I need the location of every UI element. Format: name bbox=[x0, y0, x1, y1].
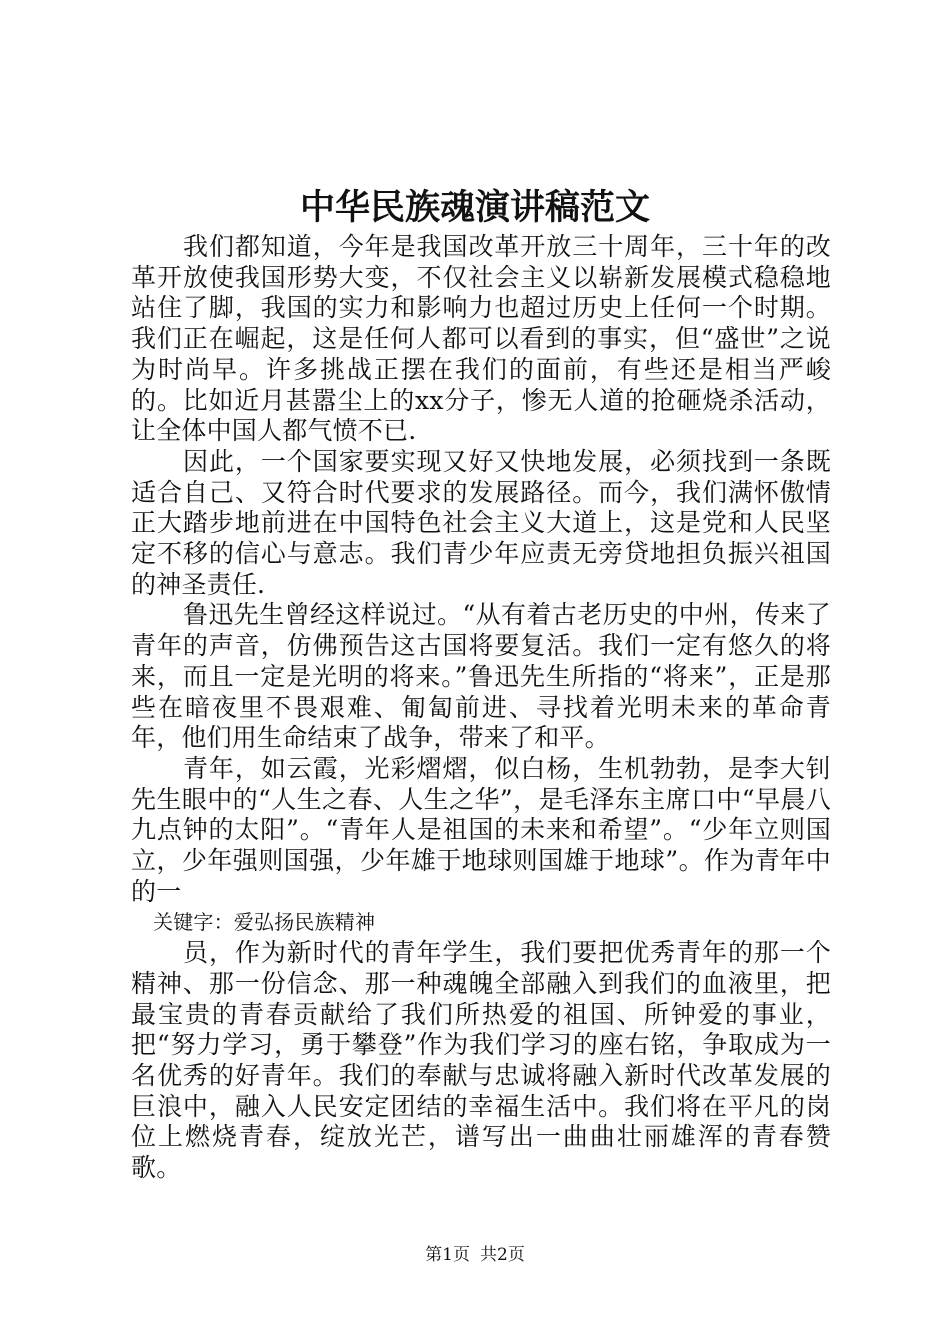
page-footer bbox=[0, 1243, 950, 1267]
document-title: 中华民族魂演讲稿范文 bbox=[299, 187, 650, 228]
paragraph-5: 员，作为新时代的青年学生，我们要把优秀青年的那一个精神、那一份信念、那一种魂魄全部融入到我们的血液里，把最宝贵的青春贡献给了我们所热爱的祖国、所钟爱的事业，把“努力学习，勇于攀登”作为我们学习的座右铭，争取成为一名优秀的好青年。我们的奉献与忠诚将融入新时代改革发展的巨浪中，融入人民安定团结的幸福生活中。我们将在平凡的岗位上燃烧青春，绽放光芒，谱写出一曲曲壮丽雄浑的青春赞歌。 bbox=[131, 938, 831, 1183]
page-number-current: 第1页 bbox=[425, 1245, 470, 1265]
paragraph-2: 因此，一个国家要实现又好又快地发展，必须找到一条既适合自己、又符合时代要求的发展路径。而今，我们满怀傲情正大踏步地前进在中国特色社会主义大道上，这是党和人民坚定不移的信心与意志。我们青少年应责无旁贷地担负振兴祖国的神圣责任. bbox=[131, 446, 831, 599]
keywords-line: 关键字：爱弘扬民族精神 bbox=[153, 910, 376, 935]
paragraph-1: 我们都知道，今年是我国改革开放三十周年，三十年的改革开放使我国形势大变，不仅社会主义以崭新发展模式稳稳地站住了脚，我国的实力和影响力也超过历史上任何一个时期。我们正在崛起，这是任何人都可以看到的事实，但“盛世”之说为时尚早。许多挑战正摆在我们的面前，有些还是相当严峻的。比如近月甚嚣尘上的xx分子，惨无人道的抢砸烧杀活动，让全体中国人都气愤不已. bbox=[131, 232, 831, 446]
paragraph-3: 鲁迅先生曾经这样说过。“从有着古老历史的中州，传来了青年的声音，仿佛预告这古国将要复活。我们一定有悠久的将来，而且一定是光明的将来。”鲁迅先生所指的“将来”，正是那些在暗夜里不畏艰难、匍匐前进、寻找着光明未来的革命青年，他们用生命结束了战争，带来了和平。 bbox=[131, 600, 831, 753]
paragraph-4: 青年，如云霞，光彩熠熠，似白杨，生机勃勃，是李大钊先生眼中的“人生之春、人生之华”，是毛泽东主席口中“早晨八九点钟的太阳”。“青年人是祖国的未来和希望”。“少年立则国立，少年强则国强，少年雄于地球则国雄于地球”。作为青年中的一 bbox=[131, 753, 831, 906]
document-body bbox=[131, 232, 831, 1184]
page-number-total: 共2页 bbox=[480, 1245, 525, 1265]
